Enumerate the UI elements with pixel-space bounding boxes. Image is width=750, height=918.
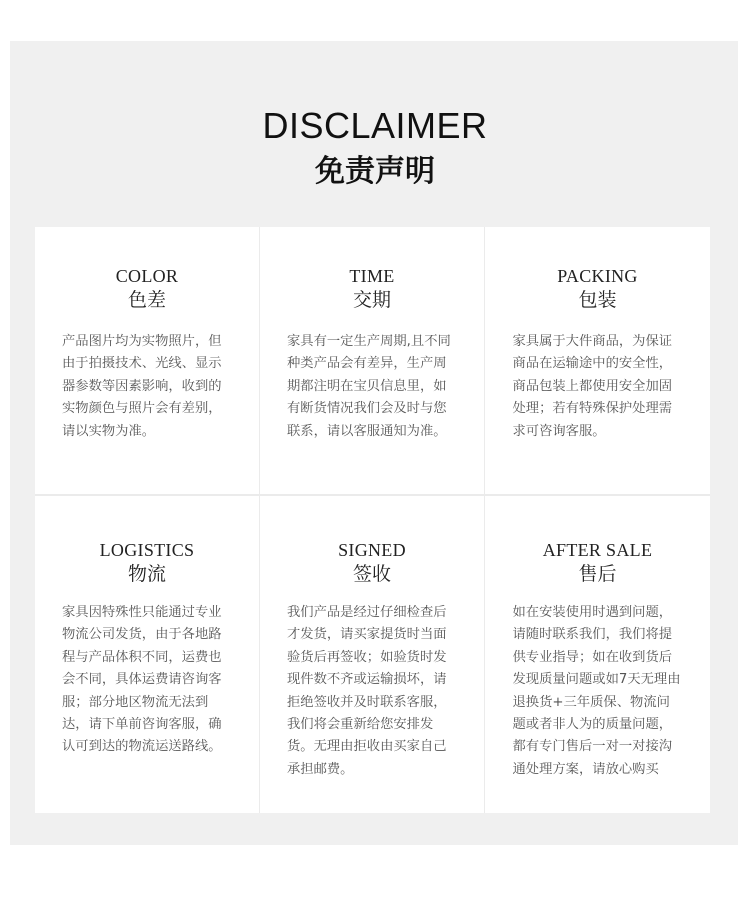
page-title: DISCLAIMER (262, 105, 488, 146)
card-text: 我们产品是经过仔细检查后才发货，请买家提货时当面验货后再签收；如验货时发现件数不齐或运输损坏，请拒绝签收并及时联系客服，我们将会重新给您安排发货。无理由拒收由买家自己承担邮费。 (287, 605, 447, 777)
card-title-cn: 色差 (127, 289, 166, 311)
card-title-en: SIGNED (338, 540, 406, 560)
card-title-en: COLOR (115, 266, 179, 286)
card-heading (260, 227, 484, 313)
card-title-en: LOGISTICS (99, 540, 195, 560)
card-signed (260, 496, 484, 813)
card-after-sale (485, 496, 710, 813)
card-title-en: PACKING (557, 266, 638, 286)
card-heading (485, 227, 710, 313)
card-title-cn: 签收 (352, 563, 391, 585)
card-text: 家具属于大件商品，为保证商品在运输途中的安全性，商品包装上都使用安全加固处理；若有特殊保护处理需求可咨询客服。 (512, 334, 673, 439)
card-title-en: AFTER SALE (542, 540, 653, 560)
disclaimer-grid (35, 227, 710, 813)
card-text: 如在安装使用时遇到问题，请随时联系我们，我们将提供专业指导；如在收到货后发现质量问题或如7天无理由退换货+三年质保、物流问题或者非人为的质量问题，都有专门售后一对一对接沟通处理方案，请放心购买 (512, 605, 681, 777)
card-packing (485, 227, 710, 494)
card-heading (260, 496, 484, 587)
card-title-en: TIME (349, 266, 395, 286)
card-text: 产品图片均为实物照片，但由于拍摄技术、光线、显示器参数等因素影响，收到的实物颜色与照片会有差别，请以实物为准。 (62, 334, 222, 439)
card-color (35, 227, 259, 494)
page-subtitle: 免责声明 (315, 154, 435, 189)
card-heading (35, 496, 259, 587)
card-title-cn: 包装 (578, 289, 617, 311)
card-time (260, 227, 484, 494)
card-title-cn: 物流 (127, 563, 166, 585)
card-text: 家具因特殊性只能通过专业物流公司发货，由于各地路程与产品体积不同，运费也会不同，具体运费请咨询客服；部分地区物流无法到达，请下单前咨询客服，确认可到达的物流运送路线。 (62, 605, 222, 755)
card-logistics (35, 496, 259, 813)
card-title-cn: 售后 (578, 563, 617, 585)
card-text: 家具有一定生产周期,且不同种类产品会有差异，生产周期都注明在宝贝信息里，如有断货情况我们会及时与您联系，请以客服通知为准。 (287, 334, 451, 439)
card-heading (35, 227, 259, 313)
card-title-cn: 交期 (352, 289, 391, 311)
card-heading (485, 496, 710, 587)
